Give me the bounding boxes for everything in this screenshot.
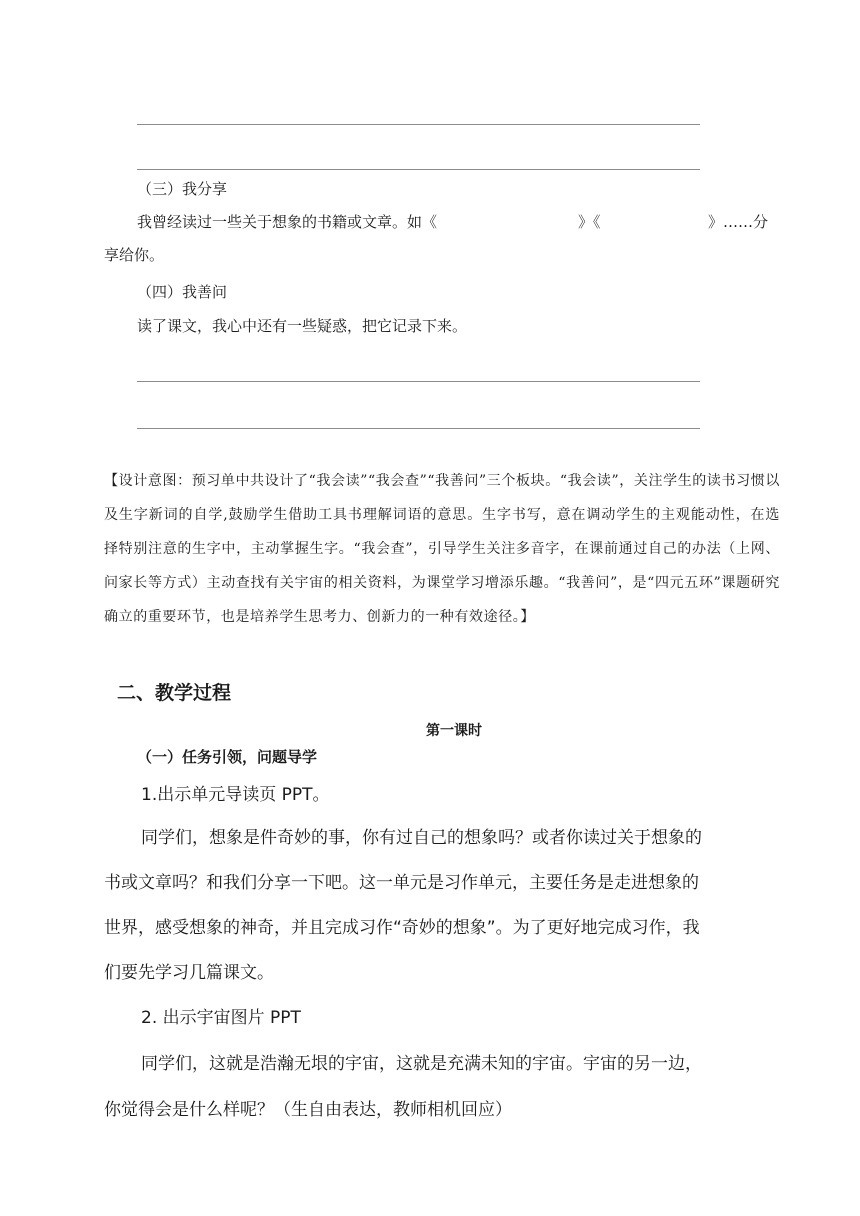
answer-line-1: [137, 124, 700, 125]
step1-text: 1.出示单元导读页 PPT。: [141, 785, 330, 805]
section-title: 二、教学过程: [117, 682, 232, 704]
step2-text: 2. 出示宇宙图片 PPT: [141, 1008, 301, 1028]
para2-line1: 同学们，这就是浩瀚无垠的宇宙，这就是充满未知的宇宙。宇宙的另一边，: [141, 1054, 702, 1074]
question-line-1: [137, 381, 700, 382]
share-text-end: 》……分: [708, 213, 769, 231]
ask-heading: （四）我善问: [137, 283, 228, 301]
para1-line3: 世界，感受想象的神奇，并且完成习作“奇妙的想象”。为了更好地完成习作，我: [104, 918, 700, 938]
share-text-mid: 》《: [578, 213, 601, 231]
design-intent-note: 【设计意图：预习单中共设计了“我会读”“我会查”“我善问”三个板块。“我会读”，关注学生的读书习惯以及生字新词的自学,鼓励学生借助工具书理解词语的意思。生字书写，意在调动学生的主观能动性，在选择特别注意的生字中，主动掌握生字。“我会查”，引导学生关注多音字，在课前通过自己的办法（上网、问家长等方式）主动查找有关宇宙的相关资料，为课堂学习增添乐趣。“我善问”，是“四元五环”课题研究确立的重要环节，也是培养学生思考力、创新力的一种有效途径。】: [104, 473, 780, 625]
lesson-title: 第一课时: [426, 723, 482, 739]
share-text-wrap: 享给你。: [104, 246, 165, 264]
para1-line2: 书或文章吗？和我们分享一下吧。这一单元是习作单元，主要任务是走进想象的: [104, 873, 699, 893]
ask-text: 读了课文，我心中还有一些疑惑，把它记录下来。: [137, 317, 468, 335]
para1-line4: 们要先学习几篇课文。: [104, 963, 274, 983]
answer-line-2: [137, 169, 700, 170]
part1-title: （一）任务引领，问题导学: [137, 748, 318, 766]
question-line-2: [137, 428, 700, 429]
para1-line1: 同学们，想象是件奇妙的事，你有过自己的想象吗？或者你读过关于想象的: [141, 828, 702, 848]
share-text-start: 我曾经读过一些关于想象的书籍或文章。如《: [137, 213, 438, 231]
share-heading: （三）我分享: [137, 180, 228, 198]
para2-line2: 你觉得会是什么样呢？（生自由表达，教师相机回应）: [104, 1100, 512, 1120]
